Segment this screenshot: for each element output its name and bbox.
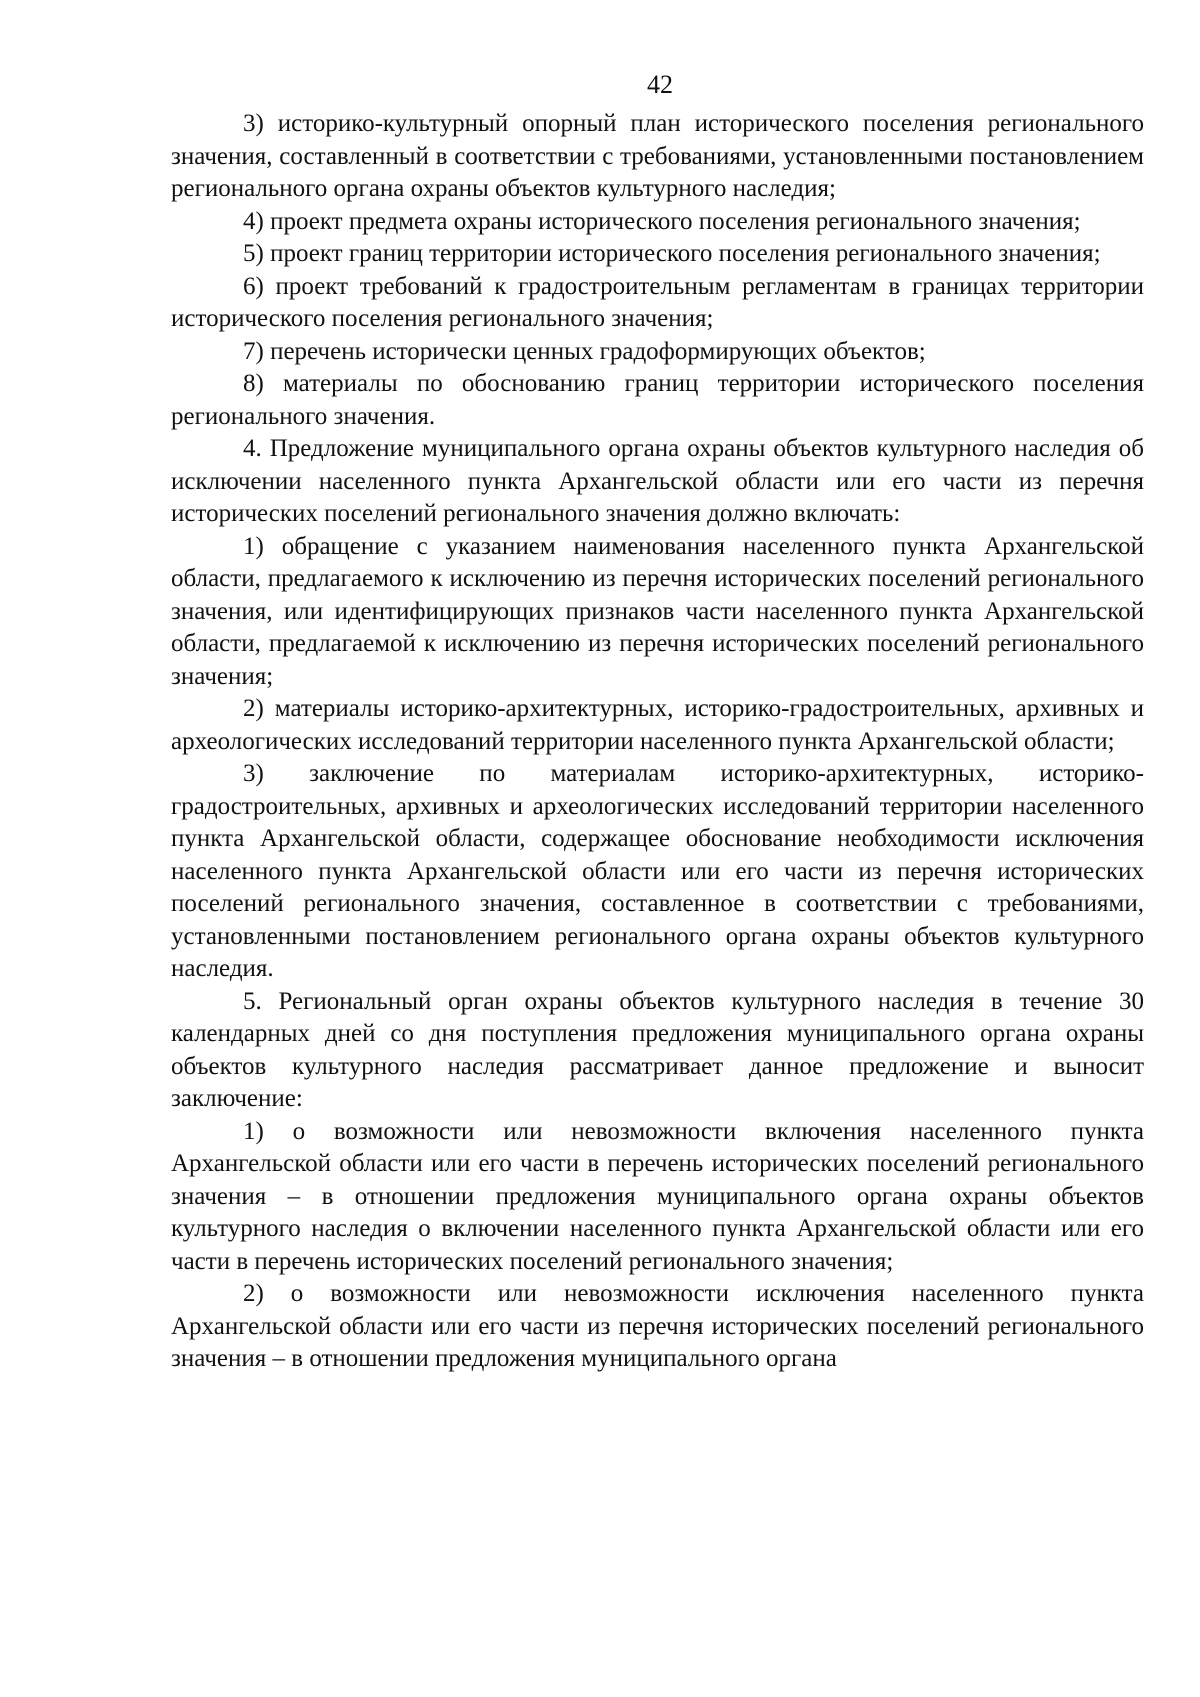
paragraph-section-4-item-2: 2) материалы историко-архитектурных, историко-градостроительных, архивных и археологических исследований территории населенного пункта Архангельской области; [171,695,1144,755]
page-number: 42 [647,70,673,99]
paragraph-item-5-territory-borders: 5) проект границ территории исторического поселения регионального значения; [243,240,1101,267]
paragraph-item-8-justification: 8) материалы по обоснованию границ территории исторического поселения регионального значения. [171,370,1144,430]
paragraph-section-4: 4. Предложение муниципального органа охраны объектов культурного наследия об исключении населенного пункта Архангельской области или его части из перечня исторических поселений регионального значения должно включать: [171,435,1144,527]
paragraph-section-4-item-3: 3) заключение по материалам историко-архитектурных, историко-градостроительных, архивных и археологических исследований территории населенного пункта Архангельской области, содержащее обоснование необходимости исключения населенного пункта Архангельской области или его части из перечня исторических поселений регионального значения, составленное в соответствии с требованиями, установленными постановлением регионального органа охраны объектов культурного наследия. [171,760,1144,982]
paragraph-section-4-item-1: 1) обращение с указанием наименования населенного пункта Архангельской области, предлагаемого к исключению из перечня исторических поселений регионального значения, или идентифицирующих признаков части населенного пункта Архангельской области, предлагаемой к исключению из перечня исторических поселений регионального значения; [171,532,1144,690]
paragraph-section-5-item-1: 1) о возможности или невозможности включения населенного пункта Архангельской области или его части в перечень исторических поселений регионального значения – в отношении предложения муниципального органа охраны объектов культурного наследия о включении населенного пункта Архангельской области или его части в перечень исторических поселений регионального значения; [171,1117,1144,1275]
paragraph-section-5: 5. Региональный орган охраны объектов культурного наследия в течение 30 календарных дней со дня поступления предложения муниципального органа охраны объектов культурного наследия рассматривает данное предложение и выносит заключение: [171,987,1144,1112]
paragraph-section-5-item-2: 2) о возможности или невозможности исключения населенного пункта Архангельской области или его части из перечня исторических поселений регионального значения – в отношении предложения муниципального органа [171,1280,1144,1372]
paragraph-item-7-valuable-objects: 7) перечень исторически ценных градоформирующих объектов; [243,337,926,365]
document-body [171,108,1144,1376]
paragraph-item-3-historical-plan: 3) историко-культурный опорный план исторического поселения регионального значения, составленный в соответствии с требованиями, установленными постановлением регионального органа охраны объектов культурного наследия; [171,110,1144,202]
paragraph-item-6-regulations: 6) проект требований к градостроительным регламентам в границах территории исторического поселения регионального значения; [171,272,1144,332]
paragraph-item-4-protection-subject: 4) проект предмета охраны исторического поселения регионального значения; [243,207,1081,235]
